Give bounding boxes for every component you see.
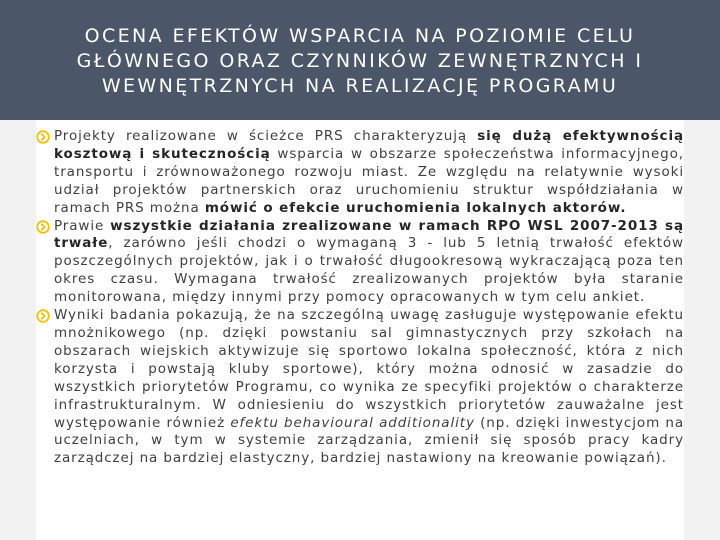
left-margin-strip (0, 120, 36, 540)
right-margin-strip (684, 120, 720, 540)
bullet-list (36, 128, 684, 468)
bullet-2-bold-a: wszystkie działania zrealizowane w ramach RPO WSL 2007-2013 są trwałe (54, 217, 684, 252)
bullet-1-text-a: Projekty realizowane w ścieżce PRS charakteryzują (54, 128, 478, 144)
bullet-item-1 (36, 128, 684, 218)
slide-body (0, 120, 720, 540)
circle-arrow-right-icon (36, 220, 50, 234)
circle-arrow-right-icon (36, 309, 50, 323)
bullet-2-text-b: , zarówno jeśli chodzi o wymaganą 3 - lub 5 letnią trwałość efektów poszczególnych projektów, jak i o trwałość długookresową wykraczającą poza ten okres czasu. Wymagana trwałość zrealizowanych projektów była staranie monitorowana, między innymi przy pomocy opracowanych w tym celu ankiet. (54, 235, 684, 306)
bullet-3-italic-term: efektu behavioural additionality (230, 414, 475, 431)
bullet-3-text-b: (np. dzięki inwestycjom na uczelniach, w tym w systemie zarządzania, zmienił się sposób pracy kadry zarządczej na bardziej elastyczny, bardziej nastawiony na kreowanie powiązań). (54, 414, 685, 467)
bullet-item-2 (36, 218, 684, 308)
slide-title (0, 0, 720, 120)
bullet-1-bold-b: mówić o efekcie uruchomienia lokalnych aktorów. (204, 199, 627, 216)
bullet-1-text-b: wsparcia w obszarze społeczeństwa informacyjnego, transportu i zrównoważonego rozwoju miast. Ze względu na relatywnie wysoki udział projektów partnerskich oraz uruchomieniu struktur współdziałania w ramach PRS można (54, 145, 684, 216)
bullet-item-3 (36, 307, 684, 468)
bullet-1-bold-a: się dużą efektywnością kosztową i skutecznością (54, 128, 684, 162)
bullet-3-text-a: Wyniki badania pokazują, że na szczególną uwagę zasługuje występowanie efektu mnożnikowego (np. dzięki powstaniu sal gimnastycznych przy szkołach na obszarach wiejskich aktywizuje się sportowo lokalna społeczność, która z nich korzysta i powstają kluby sportowe), który można odnosić w zasadzie do wszystkich priorytetów Programu, co wynika ze specyfiki projektów o charakterze infrastrukturalnym. W odniesieniu do wszystkich priorytetów zauważalne jest występowanie również (54, 307, 684, 431)
slide-title-line-2: GŁÓWNEGO ORAZ CZYNNIKÓW ZEWNĘTRZNYCH I (76, 49, 644, 72)
slide-title-line-1: OCENA EFEKTÓW WSPARCIA NA POZIOMIE CELU (84, 24, 636, 47)
bullet-2-text-a: Prawie (54, 217, 111, 234)
slide-title-line-3: WEWNĘTRZNYCH NA REALIZACJĘ PROGRAMU (101, 74, 619, 97)
circle-arrow-right-icon (36, 130, 50, 144)
